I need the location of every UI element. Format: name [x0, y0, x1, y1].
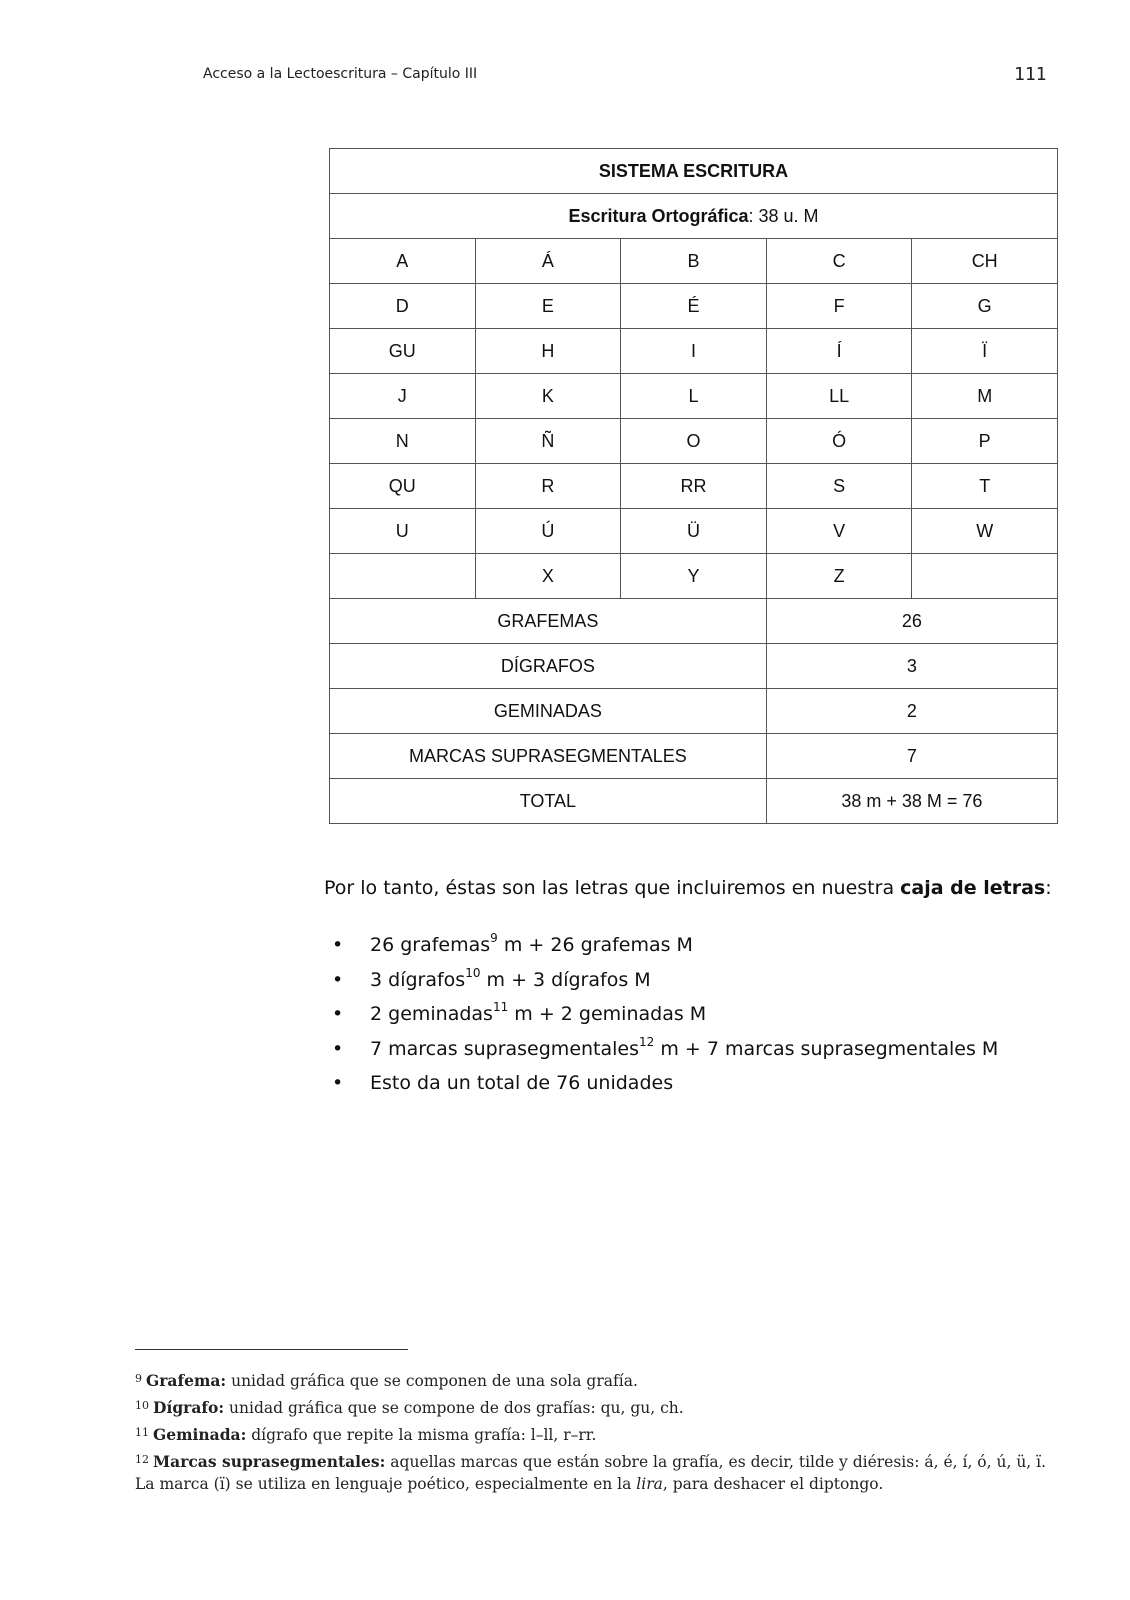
letter-row	[330, 239, 1058, 284]
bullet-dot: •	[332, 1072, 344, 1094]
footnote	[135, 1422, 1052, 1446]
bullet-dot: •	[332, 968, 344, 991]
bullet-text: 2 geminadas	[370, 1003, 493, 1025]
letter-cell: Ï	[912, 329, 1058, 374]
footnote	[135, 1368, 1052, 1392]
letter-cell: M	[912, 374, 1058, 419]
letter-cell: Ñ	[475, 419, 621, 464]
table-subtitle-bold: Escritura Ortográfica	[568, 205, 749, 226]
letter-cell: V	[766, 509, 912, 554]
summary-label: TOTAL	[330, 779, 767, 824]
letter-cell: W	[912, 509, 1058, 554]
letter-cell: A	[330, 239, 476, 284]
bullet-text-rest: m + 7 marcas suprasegmentales M	[654, 1037, 999, 1060]
bullet-text: 26 grafemas	[370, 934, 491, 956]
footnote-term: Marcas suprasegmentales:	[153, 1452, 386, 1471]
list-item	[324, 965, 1054, 1004]
paragraph-end: :	[1045, 877, 1052, 899]
footnote-rule	[135, 1349, 408, 1350]
footnote-ref: 11	[492, 1000, 509, 1014]
footnote-text: unidad gráfica que se componen de una sola grafía.	[226, 1372, 638, 1390]
letter-cell: O	[621, 419, 767, 464]
bullet-text-rest: m + 26 grafemas M	[497, 934, 693, 956]
letter-cell	[912, 554, 1058, 599]
letter-cell: N	[330, 419, 476, 464]
sistema-escritura-table	[329, 148, 1058, 824]
letter-cell: U	[330, 509, 476, 554]
summary-label: GEMINADAS	[330, 689, 767, 734]
letter-cell: F	[766, 284, 912, 329]
footnote-italic: lira	[636, 1475, 663, 1493]
bullet-text-rest: m + 3 dígrafos M	[480, 968, 651, 991]
footnote-ref: 10	[465, 965, 481, 980]
page-number: 111	[1014, 64, 1047, 85]
letter-cell: G	[912, 284, 1058, 329]
footnotes	[135, 1368, 1052, 1498]
letter-cell: RR	[621, 464, 767, 509]
footnote	[135, 1395, 1052, 1419]
summary-row	[330, 644, 1058, 689]
summary-row	[330, 734, 1058, 779]
letter-cell: QU	[330, 464, 476, 509]
bullet-dot: •	[332, 934, 344, 956]
letter-cell: Y	[621, 554, 767, 599]
intro-paragraph	[324, 876, 1052, 900]
list-item	[324, 931, 1054, 969]
summary-label: GRAFEMAS	[330, 599, 767, 644]
letter-cell: Á	[475, 239, 621, 284]
summary-value: 7	[766, 734, 1057, 779]
bullet-text: 3 dígrafos	[370, 968, 466, 991]
list-item	[324, 1072, 1054, 1107]
bullet-text: 7 marcas suprasegmentales	[370, 1037, 640, 1060]
summary-row	[330, 599, 1058, 644]
footnote-number: 9	[135, 1372, 142, 1385]
list-item	[324, 1034, 1054, 1073]
paragraph-bold: caja de letras	[900, 877, 1046, 899]
footnote-term: Dígrafo:	[153, 1398, 225, 1417]
list-item	[324, 1000, 1054, 1038]
letter-cell: J	[330, 374, 476, 419]
bullet-text: Esto da un total de 76 unidades	[370, 1072, 674, 1094]
letter-row	[330, 509, 1058, 554]
letter-cell: K	[475, 374, 621, 419]
letter-cell: T	[912, 464, 1058, 509]
running-title: Acceso a la Lectoescritura – Capítulo III	[203, 66, 478, 82]
paragraph-text: Por lo tanto, éstas son las letras que incluiremos en nuestra	[324, 877, 901, 899]
bullet-dot: •	[332, 1037, 344, 1060]
summary-label: MARCAS SUPRASEGMENTALES	[330, 734, 767, 779]
summary-value: 38 m + 38 M = 76	[766, 779, 1057, 824]
bullet-dot: •	[332, 1003, 344, 1025]
letter-cell	[330, 554, 476, 599]
letter-cell: Í	[766, 329, 912, 374]
summary-value: 3	[766, 644, 1057, 689]
footnote-number: 10	[135, 1399, 149, 1412]
letter-row	[330, 554, 1058, 599]
footnote-text: aquellas marcas que están sobre la grafía, es decir, tilde y diéresis: á, é, í, ó, ú, ü, ï. La marca (ï) se utiliza en lenguaje poético, especialmente en la	[135, 1453, 1047, 1493]
bullet-text-rest: m + 2 geminadas M	[508, 1003, 707, 1025]
summary-value: 26	[766, 599, 1057, 644]
letter-cell: LL	[766, 374, 912, 419]
footnote-number: 11	[135, 1426, 149, 1439]
letter-row	[330, 374, 1058, 419]
letter-cell: B	[621, 239, 767, 284]
bullet-list	[324, 931, 1054, 1107]
table-subtitle	[330, 194, 1058, 239]
summary-label: DÍGRAFOS	[330, 644, 767, 689]
letter-row	[330, 464, 1058, 509]
summary-row	[330, 779, 1058, 824]
letter-cell: E	[475, 284, 621, 329]
letter-row	[330, 284, 1058, 329]
table-subtitle-rest: : 38 u. M	[748, 205, 819, 226]
footnote-ref: 9	[490, 931, 498, 945]
letter-cell: C	[766, 239, 912, 284]
letter-cell: Ó	[766, 419, 912, 464]
letter-cell: Z	[766, 554, 912, 599]
letter-cell: Ü	[621, 509, 767, 554]
letter-cell: S	[766, 464, 912, 509]
letter-cell: Ú	[475, 509, 621, 554]
footnote-end: , para deshacer el diptongo.	[662, 1475, 884, 1493]
footnote-term: Geminada:	[153, 1425, 247, 1444]
table-title: SISTEMA ESCRITURA	[330, 149, 1058, 194]
letter-row	[330, 419, 1058, 464]
letter-cell: I	[621, 329, 767, 374]
letter-row	[330, 329, 1058, 374]
footnote-text: dígrafo que repite la misma grafía: l–ll, r–rr.	[246, 1426, 597, 1444]
footnote	[135, 1449, 1052, 1495]
footnote-ref: 12	[639, 1034, 655, 1049]
letter-cell: D	[330, 284, 476, 329]
letter-cell: X	[475, 554, 621, 599]
footnote-term: Grafema:	[146, 1371, 227, 1390]
summary-row	[330, 689, 1058, 734]
footnote-text: unidad gráfica que se compone de dos grafías: qu, gu, ch.	[224, 1399, 684, 1417]
letter-cell: É	[621, 284, 767, 329]
letter-cell: CH	[912, 239, 1058, 284]
letter-cell: R	[475, 464, 621, 509]
summary-value: 2	[766, 689, 1057, 734]
letter-cell: H	[475, 329, 621, 374]
letter-cell: P	[912, 419, 1058, 464]
footnote-number: 12	[135, 1453, 149, 1466]
letter-cell: GU	[330, 329, 476, 374]
letter-cell: L	[621, 374, 767, 419]
